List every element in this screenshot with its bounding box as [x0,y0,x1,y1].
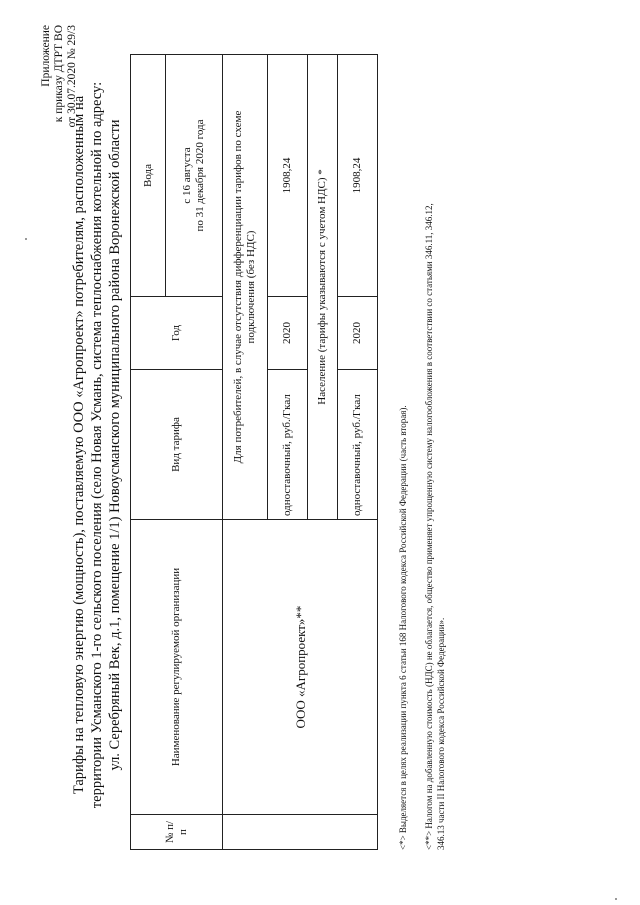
header-year: Год [131,297,223,370]
period-line-2: по 31 декабря 2020 года [194,119,206,232]
title-line-1: Тарифы на тепловую энергию (мощность), поставляемую ООО «Агропроект» потребителям, расположенным на [71,95,87,795]
tariff-table [130,54,378,850]
header-period [166,55,223,297]
tariff-type-cell: одноставочный, руб./Гкал [338,370,378,520]
row-number-cell [223,815,378,850]
value-cell: 1908,24 [268,55,308,297]
section-consumers [223,55,268,520]
section-consumers-line-1: Для потребителей, в случае отсутствия дифференциации тарифов по схеме [232,110,244,464]
section-consumers-line-2: подключения (без НДС) [245,230,257,344]
appendix-label: Приложение [40,25,52,87]
header-organization: Наименование регулируемой организации [131,520,223,815]
period-line-1: с 16 августа [181,147,193,204]
document-title [70,65,124,825]
section-population: Население (тарифы указываются с учетом НДС) * [308,55,338,520]
appendix-date: от 30.07.2020 № 29/3 [66,25,78,128]
footnote-1: <*> Выделяется в целях реализации пункта 6 статьи 168 Налогового кодекса Российской Федерации (часть вторая). [398,405,408,850]
tariff-type-cell: одноставочный, руб./Гкал [268,370,308,520]
year-cell: 2020 [338,297,378,370]
organization-name: ООО «Агропроект»** [223,520,378,815]
appendix-order: к приказу ДТРТ ВО [53,25,65,123]
footnote-2-line-2: 346.13 части II Налогового кодекса Российской Федерации». [436,617,446,850]
title-line-2: территории Усманского 1-го сельского поселения (село Новая Усмань, система теплоснабжения котельной по адресу: [89,81,105,809]
footnote-2-line-1: <**> Налогом на добавленную стоимость (НДС) не облагается, общество применяет упрощенную систему налогообложения в соответствии со статьями 346.11, 346.12, [424,203,434,850]
year-cell: 2020 [268,297,308,370]
scan-speck [615,898,617,900]
footnote-2 [423,50,447,850]
title-line-3: ул. Серебряный Век, д.1, помещение 1/1) Новоусманского муниципального района Воронежской области [107,119,123,771]
value-cell: 1908,24 [338,55,378,297]
scan-speck [25,238,27,240]
header-number: № п/п [131,815,223,850]
header-water: Вода [131,55,166,297]
header-tariff-type: Вид тарифа [131,370,223,520]
